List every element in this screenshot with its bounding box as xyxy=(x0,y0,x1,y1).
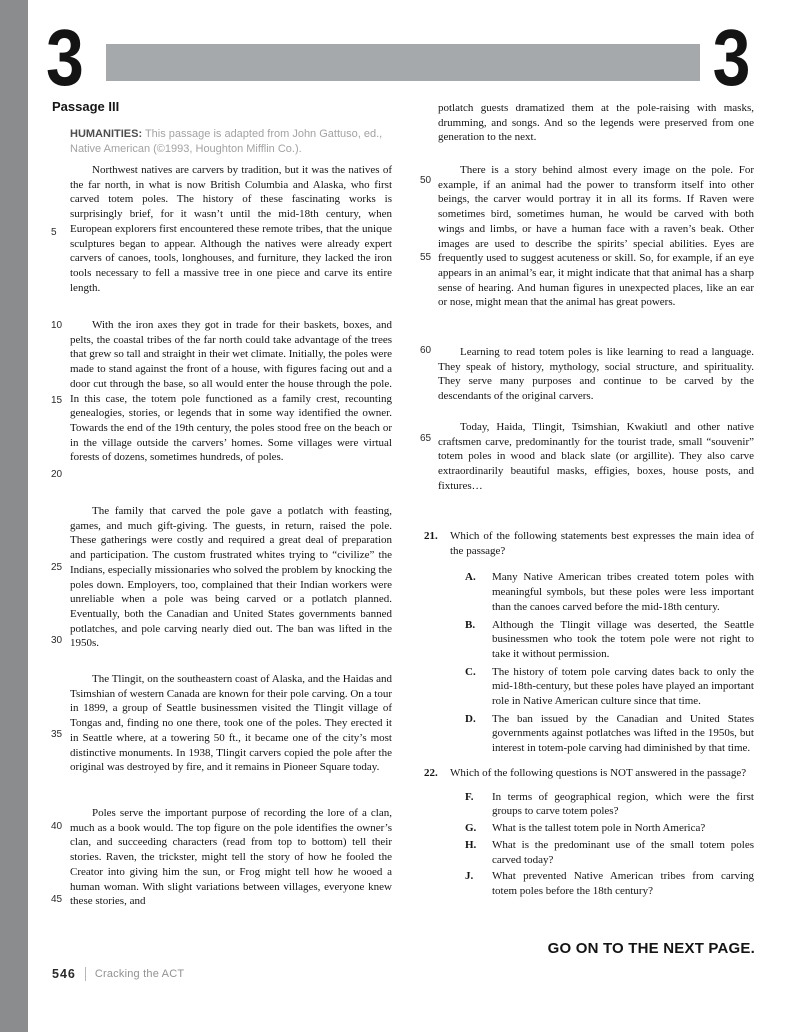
passage-paragraph: There is a story behind almost every image on the pole. For example, if an animal had the power to transform itself into other beings, the carver would portray it in all its forms. If Raven were sometimes bird, sometimes human, he would be carved with both wings and limbs, or have a human face with a raven’s beak. Other images are used to describe the spirits’ special abilities. Eyes are frequently used to suggest acuteness or skill. So, for example, if an eye appears in an animal’s ear, it might indicate that that animal has a sharp sense of hearing. And human figures in unexpected places, like an ear or nose, might mean that the animal has great powers. xyxy=(438,164,754,309)
passage-paragraph: Poles serve the important purpose of recording the lore of a clan, much as a book would. The top figure on the pole identifies the owner’s clan, and succeeding characters (read from top to bottom) tell their stories. Raven, the trickster, might tell the story of how he fooled the Creator into giving him the sun, or Frog might tell how he wooed a human woman. With slight variations between villages, everyone knew these stories, and xyxy=(70,807,392,908)
option-letter: D. xyxy=(465,712,476,725)
line-number: 30 xyxy=(51,635,63,646)
passage-paragraph: The family that carved the pole gave a potlatch with feasting, games, and much gift-giving. The guests, in return, raised the pole. These gatherings were costly and required a great deal of preparation and participation. The custom frustrated whites trying to “civilize” the Indians, especially missionaries who solved the problem by knocking the poles down. Employers, too, complained that their Indian workers were unreliable when a pole was being carved or a potlatch planned. Eventually, both the Canadian and United States governments banned potlatches, and pole carving nearly died out. The ban was lifted in the 1950s. xyxy=(70,505,392,650)
option-letter: C. xyxy=(465,665,476,678)
option-text: What is the tallest totem pole in North America? xyxy=(492,822,706,835)
page-number: 546 xyxy=(52,967,76,981)
option-text: Although the Tlingit village was deserted, the Seattle businessmen who took the totem pole were not right to take it without permission. xyxy=(492,618,754,660)
option-letter: H. xyxy=(465,838,477,851)
option-letter: F. xyxy=(465,790,474,803)
option-text: Many Native American tribes created totem poles with meaningful symbols, but these poles were less important than the canoes carved before the mid-18th century. xyxy=(492,571,754,613)
option-row xyxy=(465,712,754,756)
option-row xyxy=(465,869,754,898)
line-number: 15 xyxy=(51,395,63,406)
question-stem: Which of the following statements best expresses the main idea of the passage? xyxy=(450,530,754,557)
humanities-label: HUMANITIES: xyxy=(70,128,143,140)
option-row xyxy=(465,821,754,836)
line-number: 35 xyxy=(51,729,63,740)
line-number: 60 xyxy=(420,345,432,356)
option-text: What prevented Native American tribes from carving totem poles before the 18th century? xyxy=(492,870,754,897)
line-number: 10 xyxy=(51,320,63,331)
line-number: 55 xyxy=(420,252,432,263)
question-number: 21. xyxy=(424,530,438,542)
passage-paragraph: Northwest natives are carvers by tradition, but it was the natives of the far north, in what is now British Columbia and Alaska, who first carved totem poles. The history of these fascinating works is surprisingly brief, for it wasn’t until the mid-18th century, when European explorers first encountered these remote tribes, that the unique sculptures began to appear. Although the natives were already expert carvers of canoes, tools, longhouses, and furniture, they lacked the iron tools necessary to fell a massive tree in one piece and carve its entire length. xyxy=(70,164,392,294)
section-number-left: 3 xyxy=(46,13,84,102)
passage-paragraph: With the iron axes they got in trade for their baskets, boxes, and pelts, the coastal tribes of the far north could take advantage of the trees that grew so tall and straight in their wet climate. Initially, the poles were made to stand against the front of a house, with figures facing out and a door cut through the base, so all would enter the house through the pole. In this case, the totem pole functioned as a family crest, recounting genealogies, stories, or legends that in some way identified the owner. Towards the end of the 19th century, the poles stood free on the beach or in the village outside the carvers’ homes. Some villages were virtual forests of dozens, sometimes hundreds, of poles. xyxy=(70,319,392,464)
option-row xyxy=(465,570,754,614)
go-on-text: GO ON TO THE NEXT PAGE. xyxy=(547,940,755,957)
option-letter: B. xyxy=(465,618,476,631)
passage-paragraph: The Tlingit, on the southeastern coast of Alaska, and the Haidas and Tsimshian of western Canada are known for their pole carving. On a tour in 1899, a group of Seattle businessmen visited the Tlingit village of Tongas and, finding no one there, took one of the poles. They erected it in Seattle where, at a towering 50 ft., it became one of the city’s most distinctive monuments. In 1938, Tlingit carvers copied the pole after the original was destroyed by fire, and it remains in Pioneer Square today. xyxy=(70,673,392,774)
option-text: What is the predominant use of the small totem poles carved today? xyxy=(492,838,754,866)
footer-divider xyxy=(85,967,86,981)
book-title: Cracking the ACT xyxy=(94,968,185,980)
option-row xyxy=(465,790,754,819)
option-row xyxy=(465,665,754,709)
question-22 xyxy=(424,766,754,899)
passage-paragraph: Learning to read totem poles is like learning to read a language. They speak of history, mythology, social structure, and spirituality. They serve many purposes and continue to be carved by the descendants of the original carvers. xyxy=(438,346,754,403)
line-number: 45 xyxy=(51,894,63,905)
passage-paragraph: Today, Haida, Tlingit, Tsimshian, Kwakiutl and other native craftsmen carve, predominantly for the tourist trade, small “souvenir” totem poles in wood and black slate (or argillite). They also carve extraordinarily beautiful masks, effigies, boxes, house posts, and fixtures… xyxy=(438,421,754,492)
header-bar xyxy=(106,44,700,81)
question-stem: Which of the following questions is NOT answered in the passage? xyxy=(450,767,747,779)
line-number: 50 xyxy=(420,175,432,186)
option-row xyxy=(465,618,754,662)
line-number: 65 xyxy=(420,433,432,444)
option-row xyxy=(465,838,754,867)
question-stem-row xyxy=(424,766,754,781)
question-21 xyxy=(424,529,754,756)
passage-heading: Passage III xyxy=(52,99,120,114)
line-number: 20 xyxy=(51,469,63,480)
option-text: The ban issued by the Canadian and United States governments against potlatches was lifted in the 1950s, but interest in totem-pole carving had diminished by that time. xyxy=(492,712,754,755)
left-margin-strip xyxy=(0,0,28,1032)
passage-paragraph: potlatch guests dramatized them at the pole-raising with masks, drumming, and songs. And so the legends were preserved from one generation to the next. xyxy=(438,102,754,144)
section-number-right: 3 xyxy=(712,13,750,102)
option-letter: G. xyxy=(465,822,477,835)
source-text: This passage is adapted from John Gattuso, ed., Native American (©1993, Houghton Mifflin Co.). xyxy=(70,128,383,155)
option-text: In terms of geographical region, which were the first groups to carve totem poles? xyxy=(492,790,754,818)
source-note xyxy=(70,127,392,157)
line-number: 25 xyxy=(51,562,63,573)
question-stem-row xyxy=(424,529,754,558)
footer xyxy=(52,967,184,981)
line-number: 40 xyxy=(51,821,63,832)
line-number: 5 xyxy=(51,227,57,238)
option-letter: A. xyxy=(465,571,476,584)
question-number: 22. xyxy=(424,767,438,779)
option-letter: J. xyxy=(465,870,474,883)
option-text: The history of totem pole carving dates back to only the mid-18th-century, but these poles have played an important role in Native American culture since that time. xyxy=(492,665,754,708)
